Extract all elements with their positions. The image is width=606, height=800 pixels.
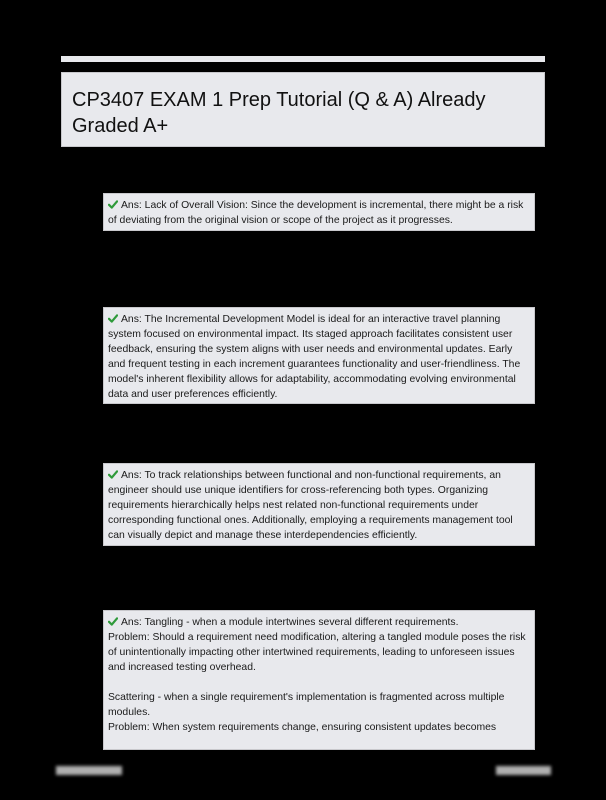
check-icon: [108, 470, 118, 479]
header-rule: [61, 56, 545, 62]
answer-box: [103, 610, 535, 750]
title-box: [61, 72, 545, 147]
answer-text: Scattering - when a single requirement's implementation is fragmented across multiple modules.: [108, 692, 505, 718]
answer-text: Ans: Lack of Overall Vision: Since the development is incremental, there might be a risk of deviating from the original vision or scope of the project as it progresses.: [108, 200, 524, 226]
footer-watermark-left: [56, 766, 122, 775]
answer-text: Ans: Tangling - when a module intertwines several different requirements.: [108, 615, 531, 630]
answer-text: Problem: When system requirements change, ensuring consistent updates becomes: [108, 722, 497, 733]
answer-text: Ans: To track relationships between functional and non-functional requirements, an engineer should use unique identifiers for cross-referencing both types. Organizing requirements hierarchically helps nest related non-functional requirements under corresponding functional ones. Additionally, employing a requirements management tool can visually depict and manage these interdependencies efficiently.: [108, 470, 513, 541]
page-title: CP3407 EXAM 1 Prep Tutorial (Q & A) Already Graded A+: [72, 89, 486, 137]
answer-box: [103, 307, 535, 404]
check-icon: [108, 617, 118, 626]
check-icon: [108, 314, 118, 323]
answer-box: [103, 193, 535, 231]
answer-box: [103, 463, 535, 546]
answer-text: Ans: The Incremental Development Model is ideal for an interactive travel planning system focused on environmental impact. Its staged approach facilitates consistent user feedback, ensuring the system aligns with user needs and environmental updates. Early and frequent testing in each increment guarantees functionality and user-friendliness. The model's inherent flexibility allows for adaptability, accommodating evolving environmental data and user preferences efficiently.: [108, 314, 521, 400]
answer-text: Problem: Should a requirement need modification, altering a tangled module poses the risk of unintentionally impacting other intertwined requirements, leading to unforeseen issues and increased testing overhead.: [108, 632, 526, 673]
footer-watermark-right: [496, 766, 551, 775]
check-icon: [108, 200, 118, 209]
